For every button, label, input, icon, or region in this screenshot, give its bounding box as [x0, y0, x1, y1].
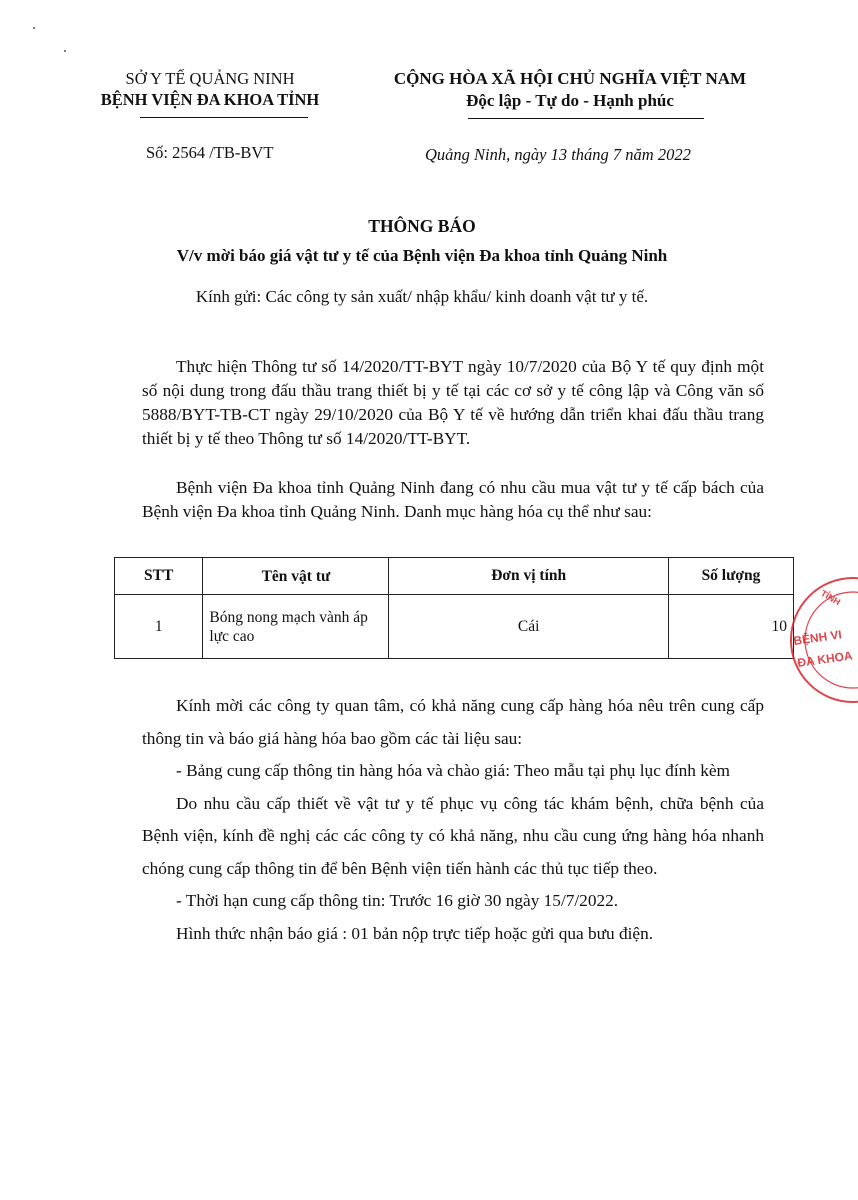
column-header-unit: Đơn vị tính — [389, 558, 669, 595]
agency-name: SỞ Y TẾ QUẢNG NINH — [125, 69, 295, 88]
column-header-name: Tên vật tư — [203, 558, 389, 595]
issuer-underline — [140, 117, 308, 118]
stamp-text-general: ĐA KHOA — [796, 648, 854, 670]
paragraph-invitation: Kính mời các công ty quan tâm, có khả năng cung cấp hàng hóa nêu trên cung cấp thông tin và báo giá hàng hóa bao gồm các tài liệu sau: — [142, 696, 764, 748]
paragraph-attachment: - Bảng cung cấp thông tin hàng hóa và chào giá: Theo mẫu tại phụ lục đính kèm — [176, 761, 730, 780]
national-header — [360, 68, 780, 112]
items-table — [114, 557, 794, 659]
scan-speck — [64, 50, 66, 52]
cell-quantity: 10 — [668, 595, 793, 659]
notice-subject: V/v mời báo giá vật tư y tế của Bệnh viện Đa khoa tỉnh Quảng Ninh — [176, 246, 668, 265]
paragraph-urgency: Do nhu cầu cấp thiết về vật tư y tế phục vụ công tác khám bệnh, chữa bệnh của Bệnh viện, kính đề nghị các các công ty có khả năng, nhu cầu cung ứng hàng hóa nhanh chóng cung cấp thông tin để bên Bệnh viện tiến hành các thủ tục tiếp theo. — [142, 793, 764, 878]
paragraph-legal-basis: Thực hiện Thông tư số 14/2020/TT-BYT ngày 10/7/2020 của Bộ Y tế quy định một số nội dung trong đấu thầu trang thiết bị y tế tại các cơ sở y tế công lập và Công văn số 5888/BYT-TB-CT ngày 29/10/2020 của Bộ Y tế về hướng dẫn triển khai đấu thầu trang thiết bị y tế theo Thông tư số 14/2020/TT-BYT. — [142, 357, 764, 448]
paragraph-deadline: - Thời hạn cung cấp thông tin: Trước 16 giờ 30 ngày 15/7/2022. — [176, 891, 619, 910]
republic-name: CỘNG HÒA XÃ HỘI CHỦ NGHĨA VIỆT NAM — [393, 69, 747, 88]
document-number: Số: 2564 /TB-BVT — [146, 143, 274, 162]
document-date: Quảng Ninh, ngày 13 tháng 7 năm 2022 — [425, 145, 691, 164]
lower-body — [142, 690, 764, 950]
column-header-stt: STT — [115, 558, 203, 595]
cell-item-name: Bóng nong mạch vành áp lực cao — [203, 595, 389, 659]
cell-stt: 1 — [115, 595, 203, 659]
table-header-row — [115, 558, 794, 595]
scan-speck — [33, 27, 35, 29]
column-header-quantity: Số lượng — [668, 558, 793, 595]
cell-unit: Cái — [389, 595, 669, 659]
table-row — [115, 595, 794, 659]
notice-title: THÔNG BÁO — [368, 216, 476, 236]
paragraph-demand: Bệnh viện Đa khoa tỉnh Quảng Ninh đang có nhu cầu mua vật tư y tế cấp bách của Bệnh viện Đa khoa tỉnh Quảng Ninh. Danh mục hàng hóa cụ thể như sau: — [142, 478, 764, 521]
hospital-stamp — [758, 575, 858, 705]
issuer-block — [80, 68, 340, 110]
motto-underline — [468, 118, 704, 119]
notice-recipient: Kính gửi: Các công ty sản xuất/ nhập khẩu/ kinh doanh vật tư y tế. — [195, 287, 649, 306]
national-motto: Độc lập - Tự do - Hạnh phúc — [466, 91, 674, 110]
paragraph-submission: Hình thức nhận báo giá : 01 bản nộp trực tiếp hoặc gửi qua bưu điện. — [176, 923, 654, 943]
stamp-text-hospital: BỆNH VI — [792, 627, 843, 648]
hospital-name: BỆNH VIỆN ĐA KHOA TỈNH — [100, 90, 320, 109]
stamp-text-province: TỈNH — [819, 588, 843, 608]
